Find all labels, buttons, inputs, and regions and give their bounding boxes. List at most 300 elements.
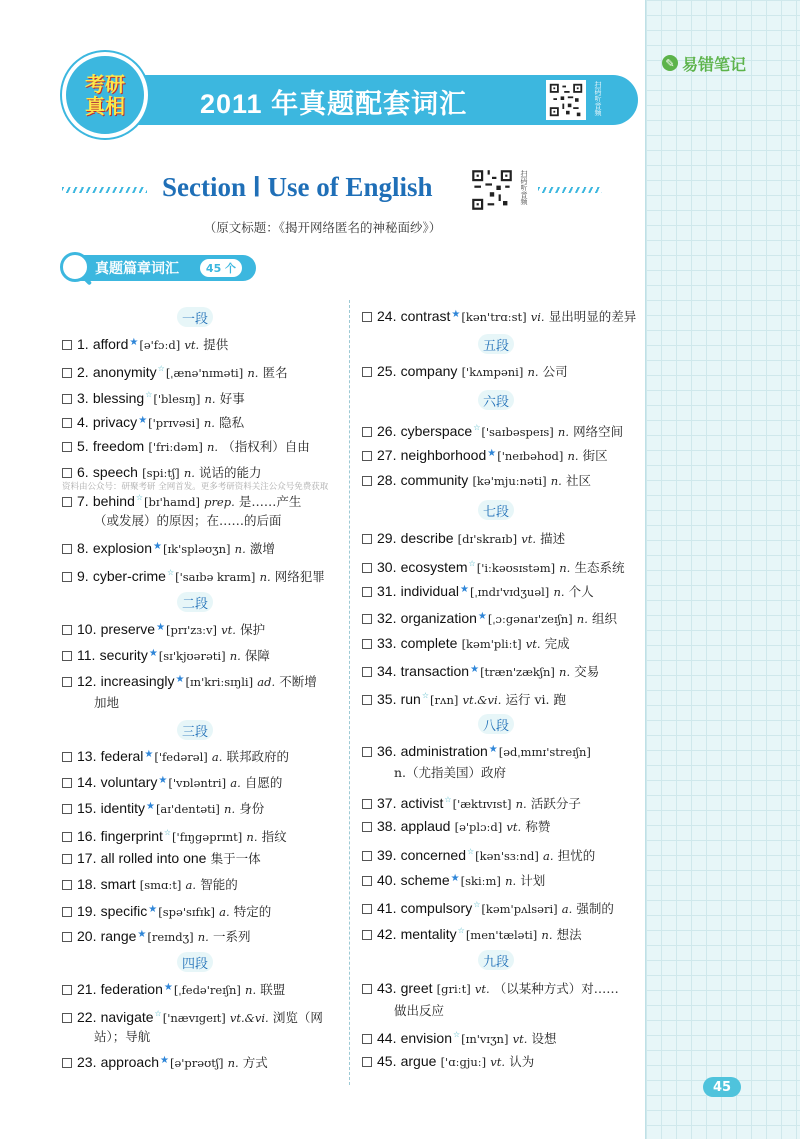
checkbox[interactable] — [62, 468, 72, 478]
definition: 联盟 — [260, 982, 286, 997]
phonetic: ['ɑːgjuː] — [440, 1055, 487, 1069]
divider-stripes-right — [538, 187, 602, 193]
checkbox[interactable] — [362, 451, 372, 461]
vocab-entry — [62, 978, 285, 1001]
page-title: 2011 年真题配套词汇 — [200, 89, 468, 119]
entry-word: compulsory — [400, 900, 473, 916]
entry-word: speech — [92, 464, 138, 480]
entry-number: 44. — [377, 1030, 397, 1046]
entry-number: 10. — [77, 621, 97, 637]
entry-number: 8. — [77, 540, 89, 556]
entry-word: voluntary — [100, 774, 158, 790]
phonetic: ['saɪbəspeɪs] — [481, 425, 554, 439]
star-icon: ★ — [163, 982, 173, 993]
star-icon: ★ — [148, 648, 158, 659]
definition: 描述 — [540, 531, 566, 546]
definition: 智能的 — [200, 877, 238, 892]
vocab-entry — [362, 580, 594, 603]
entry-word: ecosystem — [400, 559, 468, 575]
checkbox[interactable] — [62, 1058, 72, 1068]
part-of-speech: n. — [234, 542, 246, 556]
part-of-speech: a. — [185, 878, 197, 892]
definition: 浏览（网 — [272, 1010, 323, 1025]
phonetic: [spiːtʃ] — [142, 466, 180, 480]
entry-word: security — [99, 647, 148, 663]
star-icon: ☆ — [145, 390, 153, 399]
checkbox[interactable] — [62, 651, 72, 661]
checkbox[interactable] — [362, 851, 372, 861]
entry-word: cyber-crime — [92, 568, 166, 584]
vocab-entry — [62, 848, 261, 870]
checkbox[interactable] — [362, 1034, 372, 1044]
vocab-entry — [62, 411, 244, 434]
star-icon: ★ — [160, 1055, 169, 1066]
definition-continued: 加地 — [94, 695, 120, 710]
part-of-speech: a. — [543, 849, 554, 863]
star-icon: ☆ — [154, 1009, 162, 1018]
entry-word: organization — [400, 610, 477, 626]
part-of-speech: n. — [515, 797, 527, 811]
checkbox[interactable] — [62, 442, 72, 452]
vocab-entry — [362, 1025, 557, 1050]
star-icon: ★ — [145, 801, 155, 812]
definition: （以某种方式）对…… — [493, 981, 619, 996]
phonetic: ['fedərəl] — [154, 750, 208, 764]
phonetic: ['neɪbəhʊd] — [497, 449, 564, 463]
side-label-text: 易错笔记 — [682, 54, 747, 74]
part-of-speech: vt. — [490, 1055, 506, 1069]
part-of-speech: n. — [553, 585, 565, 599]
entry-number: 42. — [377, 926, 397, 942]
entry-word: mentality — [400, 926, 457, 942]
entry-number: 22. — [77, 1009, 97, 1025]
vocab-entry — [362, 633, 570, 655]
definition: 激增 — [249, 541, 275, 556]
definition: 方式 — [242, 1055, 268, 1070]
vocab-entry — [362, 842, 595, 867]
definition: 联邦政府的 — [226, 749, 290, 764]
checkbox[interactable] — [62, 677, 72, 687]
entry-number: 6. — [77, 464, 89, 480]
grid-margin — [645, 0, 800, 1139]
definition: 公司 — [542, 364, 568, 379]
entry-word: identity — [100, 800, 145, 816]
definition: 设想 — [531, 1031, 557, 1046]
entry-word: privacy — [92, 414, 138, 430]
definition: 个人 — [568, 584, 594, 599]
definition: 网络空间 — [573, 424, 624, 439]
phonetic: [kəm'pʌlsəri] — [481, 902, 558, 916]
badge-logo — [62, 52, 148, 138]
entry-word: argue — [400, 1053, 437, 1069]
entry-word: federal — [100, 748, 144, 764]
phonetic: [rʌn] — [430, 693, 459, 707]
checkbox[interactable] — [362, 614, 372, 624]
entry-word: approach — [100, 1054, 159, 1070]
part-of-speech: n. — [527, 365, 539, 379]
star-icon: ★ — [477, 611, 487, 622]
star-icon: ★ — [138, 415, 148, 426]
phonetic: [ˌfedə'reɪʃn] — [173, 983, 241, 997]
phonetic: [smɑːt] — [139, 878, 182, 892]
vocab-entry — [362, 607, 617, 630]
star-icon: ☆ — [166, 568, 175, 577]
vocab-entry — [62, 488, 301, 513]
part-of-speech: prep. — [204, 495, 235, 509]
definition: 匿名 — [262, 365, 288, 380]
phonetic: [træn'zækʃn] — [480, 665, 555, 679]
definition: 想法 — [556, 927, 582, 942]
part-of-speech: n. — [247, 366, 259, 380]
phonetic: [kən'trɑːst] — [461, 310, 527, 324]
search-icon — [60, 252, 90, 282]
vocab-entry — [62, 900, 271, 923]
part-of-speech: n. — [559, 665, 571, 679]
entry-number: 19. — [77, 903, 97, 919]
vocab-entry — [62, 1004, 323, 1029]
badge-line2: 真相 — [85, 94, 125, 118]
entry-word: complete — [400, 635, 458, 651]
definition: 提供 — [203, 337, 229, 352]
entry-word: neighborhood — [400, 447, 487, 463]
checkbox[interactable] — [362, 930, 372, 940]
vocab-entry — [362, 816, 550, 838]
vocab-entry — [62, 618, 265, 641]
entry-number: 29. — [377, 530, 397, 546]
checkbox[interactable] — [62, 497, 72, 507]
checkbox[interactable] — [62, 907, 72, 917]
checkbox[interactable] — [62, 854, 72, 864]
entry-word: run — [400, 691, 421, 707]
entry-word: envision — [400, 1030, 452, 1046]
entry-number: 27. — [377, 447, 397, 463]
checkbox[interactable] — [62, 752, 72, 762]
vocab-entry — [62, 359, 288, 384]
entry-word: blessing — [92, 390, 145, 406]
star-icon: ☆ — [467, 847, 475, 856]
vocab-entry — [362, 1051, 534, 1073]
segment-label: 五段 — [478, 334, 514, 354]
vocab-entry — [362, 361, 568, 383]
entry-number: 33. — [377, 635, 397, 651]
star-icon: ☆ — [473, 423, 481, 432]
definition: （指权利）自由 — [222, 439, 310, 454]
vocab-count-badge: 45 个 — [200, 259, 242, 277]
entry-word: all rolled into one — [100, 850, 207, 866]
checkbox[interactable] — [62, 572, 72, 582]
star-icon: ★ — [459, 584, 469, 595]
part-of-speech: n. — [227, 1056, 239, 1070]
entry-word: afford — [92, 336, 129, 352]
entry-word: transaction — [400, 663, 470, 679]
checkbox[interactable] — [62, 880, 72, 890]
vocab-entry — [362, 444, 608, 467]
vocab-entry — [362, 305, 636, 328]
entry-number: 37. — [377, 795, 397, 811]
vocab-entry — [62, 333, 228, 356]
checkbox[interactable] — [362, 984, 372, 994]
definition: 保护 — [240, 622, 266, 637]
vocab-entry — [362, 554, 624, 579]
entry-number: 15. — [77, 800, 97, 816]
segment-label: 六段 — [478, 390, 514, 410]
entry-word: company — [400, 363, 458, 379]
checkbox[interactable] — [362, 587, 372, 597]
entry-number: 5. — [77, 438, 89, 454]
header-banner — [110, 75, 638, 125]
definition-continued: n.（尤指美国）政府 — [394, 765, 507, 780]
phonetic: ['nævɪgeɪt] — [162, 1011, 226, 1025]
entry-word: greet — [400, 980, 433, 996]
vocab-entry — [362, 978, 619, 1000]
star-icon: ☆ — [421, 691, 430, 700]
vocab-entry — [362, 921, 582, 946]
checkbox[interactable] — [362, 904, 372, 914]
checkbox[interactable] — [362, 476, 372, 486]
definition: 隐私 — [219, 415, 245, 430]
vocab-entry — [62, 823, 287, 848]
phonetic: [skiːm] — [460, 874, 501, 888]
entry-word: navigate — [100, 1009, 154, 1025]
part-of-speech: n. — [505, 874, 517, 888]
part-of-speech: n. — [541, 928, 553, 942]
phonetic: ['æktɪvɪst] — [452, 797, 512, 811]
entry-number: 35. — [377, 691, 397, 707]
vocab-entry — [362, 686, 566, 711]
phonetic: [ə'plɔːd] — [454, 820, 503, 834]
checkbox[interactable] — [362, 695, 372, 705]
definition: 特定的 — [233, 904, 272, 919]
checkbox[interactable] — [362, 427, 372, 437]
part-of-speech: n. — [567, 449, 579, 463]
part-of-speech: n. — [197, 930, 209, 944]
phonetic: [ədˌmɪnɪ'streɪʃn] — [498, 745, 591, 759]
definition: 指纹 — [261, 829, 287, 844]
entry-number: 16. — [77, 828, 97, 844]
part-of-speech: vt. — [506, 820, 522, 834]
definition: 认为 — [509, 1054, 535, 1069]
phonetic: ['friːdəm] — [148, 440, 203, 454]
checkbox[interactable] — [62, 340, 72, 350]
entry-word: fingerprint — [100, 828, 163, 844]
part-of-speech: n. — [246, 830, 258, 844]
phonetic: [spə'sɪfɪk] — [158, 905, 215, 919]
star-icon: ★ — [450, 873, 460, 884]
entry-word: anonymity — [92, 364, 157, 380]
star-icon: ☆ — [157, 364, 165, 373]
entry-number: 23. — [77, 1054, 97, 1070]
segment-label: 九段 — [478, 950, 514, 970]
vocab-entry — [362, 470, 591, 492]
checkbox[interactable] — [62, 394, 72, 404]
entry-number: 14. — [77, 774, 97, 790]
part-of-speech: n. — [259, 570, 271, 584]
entry-number: 13. — [77, 748, 97, 764]
checkbox[interactable] — [62, 832, 72, 842]
part-of-speech: n. — [206, 440, 219, 454]
star-icon: ★ — [156, 622, 166, 633]
definition: 是……产生 — [238, 494, 302, 509]
part-of-speech: vt. — [221, 623, 236, 637]
entry-word: preserve — [100, 621, 156, 637]
entry-number: 11. — [77, 647, 96, 663]
entry-number: 31. — [377, 583, 397, 599]
entry-word: applaud — [400, 818, 451, 834]
segment-label: 一段 — [177, 307, 213, 327]
entry-number: 34. — [377, 663, 397, 679]
checkbox[interactable] — [62, 1013, 72, 1023]
checkbox[interactable] — [62, 544, 72, 554]
entry-number: 26. — [377, 423, 397, 439]
definition: 一系列 — [212, 929, 251, 944]
star-icon: ★ — [175, 674, 185, 685]
definition: 活跃分子 — [530, 796, 581, 811]
entry-word: individual — [400, 583, 459, 599]
star-icon: ★ — [488, 744, 498, 755]
phonetic: ['saɪbə kraɪm] — [175, 570, 256, 584]
checkbox[interactable] — [62, 625, 72, 635]
phonetic: [reɪndʒ] — [147, 930, 194, 944]
definition: 强制的 — [576, 901, 614, 916]
checkbox[interactable] — [362, 747, 372, 757]
vocab-entry — [62, 462, 262, 484]
entry-number: 39. — [377, 847, 397, 863]
phonetic: [kə'mjuːnəti] — [472, 474, 547, 488]
vocab-entry — [362, 528, 565, 550]
phonetic: [ə'fɔːd] — [139, 338, 181, 352]
qr-code-icon — [546, 80, 586, 120]
star-icon: ☆ — [135, 493, 144, 502]
part-of-speech: n. — [204, 392, 216, 406]
checkbox[interactable] — [362, 534, 372, 544]
phonetic: ['vɒləntri] — [168, 776, 227, 790]
entry-word: behind — [92, 493, 135, 509]
part-of-speech: n. — [557, 425, 569, 439]
vocab-entry — [362, 418, 623, 443]
phonetic: ['iːkəʊsɪstəm] — [476, 561, 556, 575]
checkbox[interactable] — [62, 804, 72, 814]
definition-continued: 做出反应 — [394, 1003, 445, 1018]
entry-number: 32. — [377, 610, 397, 626]
checkbox[interactable] — [362, 639, 372, 649]
star-icon: ★ — [148, 904, 158, 915]
phonetic: [prɪ'zɜːv] — [166, 623, 217, 637]
checkbox[interactable] — [62, 778, 72, 788]
definition: 集于一体 — [210, 851, 261, 866]
part-of-speech: n. — [576, 612, 588, 626]
qr-caption: 扫码听音频 — [520, 170, 528, 205]
entry-word: activist — [400, 795, 444, 811]
star-icon: ★ — [487, 448, 497, 459]
part-of-speech: vt. — [512, 1032, 528, 1046]
vocab-entry — [62, 797, 264, 820]
phonetic: ['fɪŋgəprɪnt] — [172, 830, 243, 844]
checkbox[interactable] — [362, 312, 372, 322]
side-label — [662, 52, 746, 74]
phonetic: [ˌɪndɪ'vɪdʒuəl] — [469, 585, 550, 599]
vocab-entry — [62, 537, 275, 560]
entry-word: range — [100, 928, 137, 944]
entry-number: 36. — [377, 743, 397, 759]
checkbox[interactable] — [62, 932, 72, 942]
checkbox[interactable] — [362, 563, 372, 573]
entry-number: 25. — [377, 363, 397, 379]
part-of-speech: a. — [219, 905, 230, 919]
vocab-entry — [62, 771, 282, 794]
part-of-speech: n. — [229, 649, 241, 663]
star-icon: ☆ — [457, 926, 465, 935]
part-of-speech: vt. — [525, 637, 541, 651]
phonetic: [kəm'pliːt] — [461, 637, 522, 651]
entry-word: increasingly — [100, 673, 175, 689]
entry-word: specific — [100, 903, 148, 919]
phonetic: [ɪn'kriːsɪŋli] — [185, 675, 254, 689]
star-icon: ★ — [158, 775, 168, 786]
checkbox[interactable] — [362, 799, 372, 809]
checkbox[interactable] — [62, 985, 72, 995]
entry-number: 17. — [77, 850, 97, 866]
checkbox[interactable] — [362, 367, 372, 377]
star-icon: ☆ — [468, 559, 476, 568]
vocab-entry — [362, 660, 599, 683]
part-of-speech: ad. — [257, 675, 276, 689]
definition: 不断增 — [279, 674, 317, 689]
phonetic: [ɪn'vɪʒn] — [461, 1032, 509, 1046]
phonetic: [men'tæləti] — [465, 928, 538, 942]
part-of-speech: a. — [230, 776, 241, 790]
definition: 好事 — [219, 391, 245, 406]
definition: 交易 — [574, 664, 600, 679]
checkbox[interactable] — [62, 418, 72, 428]
definition: 生态系统 — [574, 560, 625, 575]
phonetic: [ˌɔːgənaɪ'zeɪʃn] — [487, 612, 573, 626]
entry-number: 21. — [77, 981, 97, 997]
checkbox[interactable] — [362, 876, 372, 886]
vocab-entry — [62, 644, 270, 667]
part-of-speech: n. — [559, 561, 571, 575]
phonetic: [aɪ'dentəti] — [155, 802, 220, 816]
part-of-speech: n. — [245, 983, 257, 997]
phonetic: [ə'prəʊtʃ] — [169, 1056, 224, 1070]
phonetic: [ˌænə'nɪməti] — [165, 366, 244, 380]
phonetic: ['prɪvəsi] — [148, 416, 200, 430]
vocab-entry — [62, 745, 289, 768]
qr-caption: 扫码听音频 — [594, 81, 602, 116]
entry-word: smart — [100, 876, 136, 892]
section-title: Section Ⅰ Use of English — [162, 172, 433, 202]
part-of-speech: n. — [203, 416, 215, 430]
checkbox[interactable] — [62, 368, 72, 378]
entry-number: 4. — [77, 414, 89, 430]
segment-label: 三段 — [177, 720, 213, 740]
star-icon: ★ — [137, 929, 147, 940]
definition: 完成 — [544, 636, 570, 651]
phonetic: [ɪk'spləʊʒn] — [162, 542, 231, 556]
definition: 计划 — [520, 873, 546, 888]
badge-line1: 考研 — [85, 72, 125, 96]
definition: 运行 vi. 跑 — [505, 692, 566, 707]
definition: 社区 — [565, 473, 591, 488]
part-of-speech: n. — [224, 802, 236, 816]
checkbox[interactable] — [362, 822, 372, 832]
checkbox[interactable] — [362, 667, 372, 677]
checkbox[interactable] — [362, 1057, 372, 1067]
entry-number: 1. — [77, 336, 89, 352]
entry-number: 38. — [377, 818, 397, 834]
entry-number: 43. — [377, 980, 397, 996]
entry-word: scheme — [400, 872, 450, 888]
definition: 保障 — [244, 648, 270, 663]
